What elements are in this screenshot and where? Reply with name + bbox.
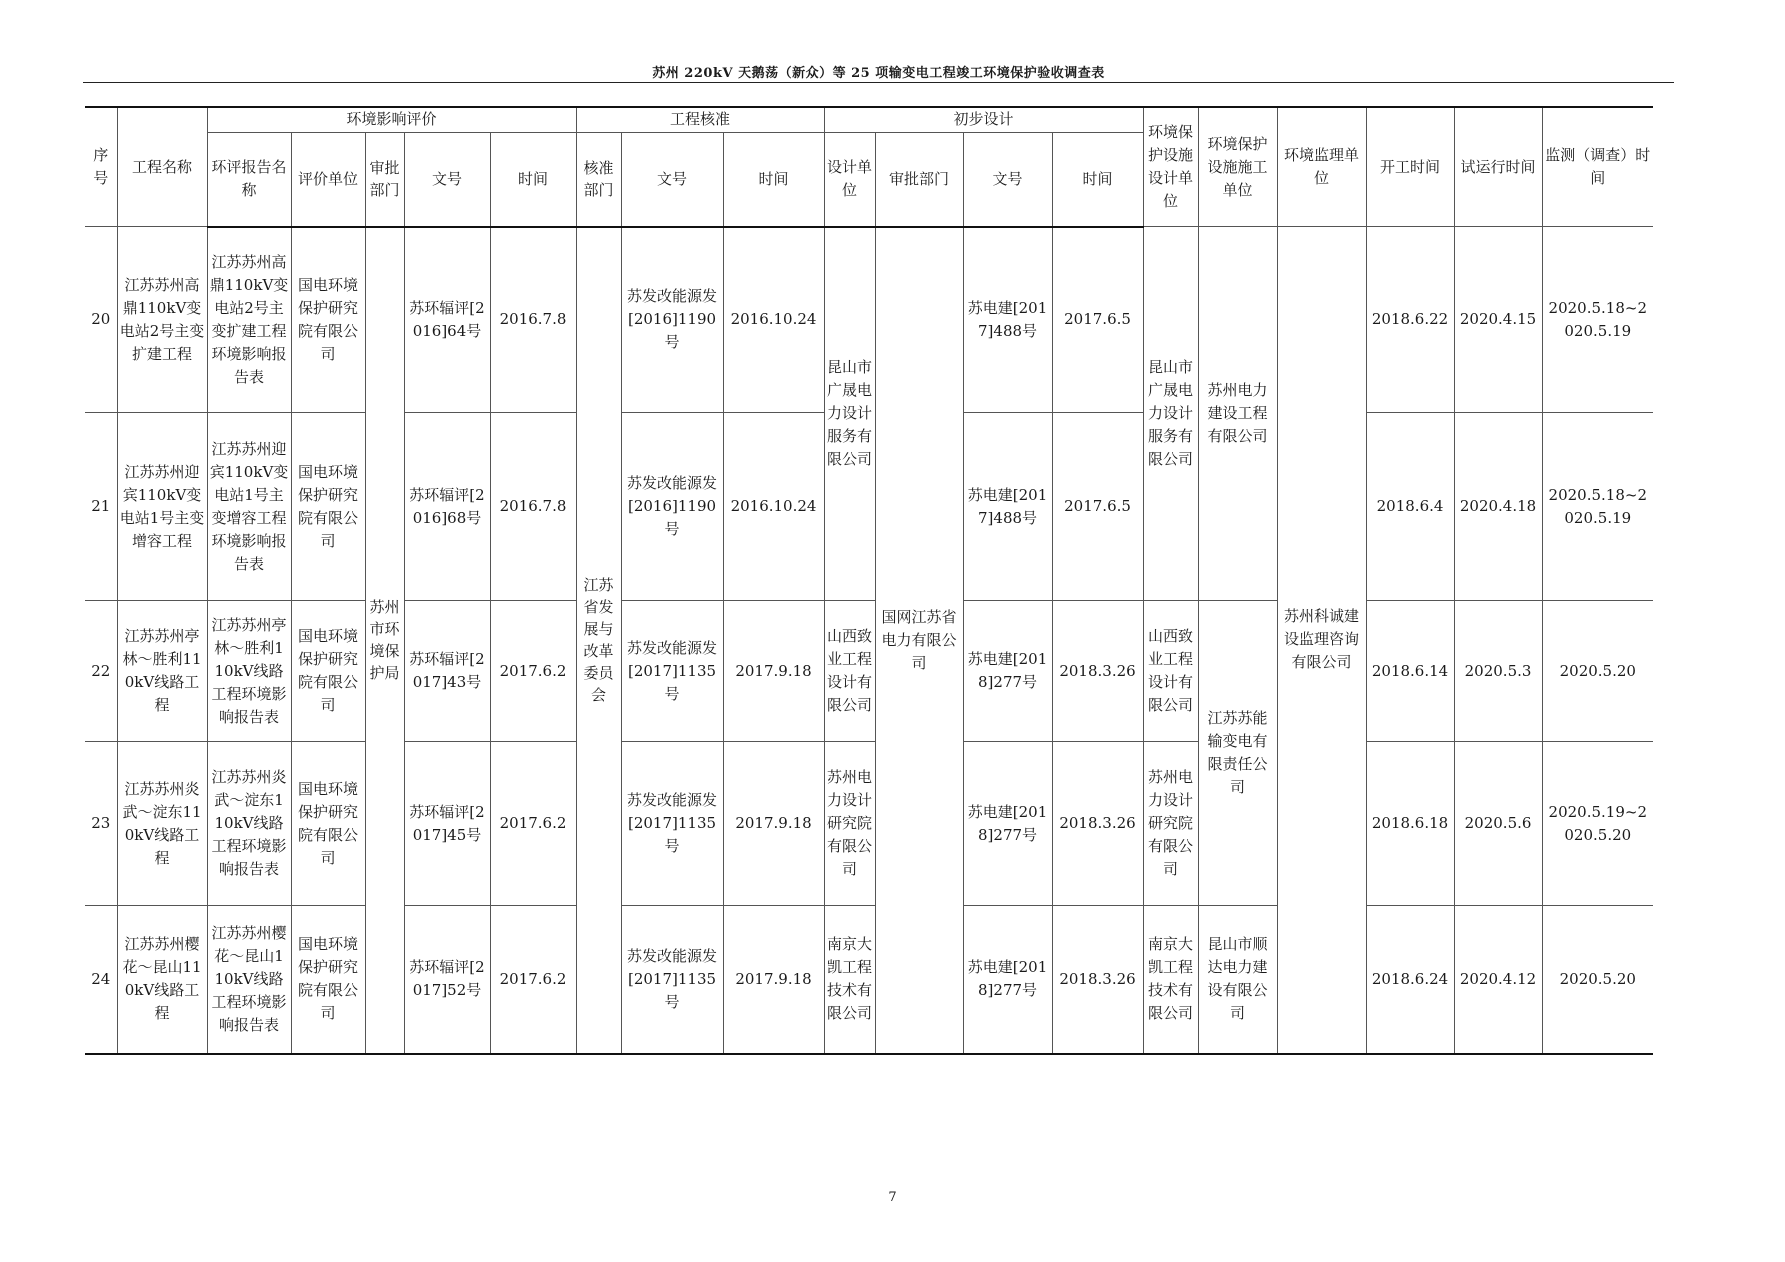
table-row — [85, 227, 1653, 413]
acceptance-survey-table — [85, 106, 1653, 1055]
cell-design-doc: 苏电建[2017]488号 — [963, 413, 1052, 601]
header-eia-doc: 文号 — [404, 132, 490, 227]
cell-eia-doc: 苏环辐评[2017]45号 — [404, 742, 490, 906]
cell-env-build-unit-merged: 苏州电力建设工程有限公司 — [1198, 227, 1277, 601]
cell-eia-doc: 苏环辐评[2016]68号 — [404, 413, 490, 601]
cell-design-doc: 苏电建[2017]488号 — [963, 227, 1052, 413]
cell-env-design-unit: 山西致业工程设计有限公司 — [1143, 601, 1198, 742]
cell-design-dept-merged: 国网江苏省电力有限公司 — [875, 227, 963, 1054]
cell-eia-time: 2017.6.2 — [490, 601, 576, 742]
header-group-design: 初步设计 — [824, 107, 1143, 132]
cell-design-time: 2018.3.26 — [1052, 601, 1143, 742]
cell-approval-time: 2016.10.24 — [723, 227, 824, 413]
cell-eia-report: 江苏苏州迎宾110kV变电站1号主变增容工程环境影响报告表 — [207, 413, 291, 601]
header-start-time: 开工时间 — [1366, 107, 1454, 227]
cell-eia-doc: 苏环辐评[2016]64号 — [404, 227, 490, 413]
cell-approval-doc: 苏发改能源发[2017]1135号 — [621, 742, 723, 906]
cell-eia-unit: 国电环境保护研究院有限公司 — [291, 601, 365, 742]
cell-approval-doc: 苏发改能源发[2016]1190号 — [621, 413, 723, 601]
cell-approval-time: 2017.9.18 — [723, 601, 824, 742]
cell-env-build-unit: 昆山市顺达电力建设有限公司 — [1198, 906, 1277, 1054]
cell-eia-unit: 国电环境保护研究院有限公司 — [291, 742, 365, 906]
cell-project-name: 江苏苏州迎宾110kV变电站1号主变增容工程 — [117, 413, 207, 601]
cell-trial-time: 2020.4.15 — [1454, 227, 1542, 413]
header-design-doc: 文号 — [963, 132, 1052, 227]
cell-seq: 22 — [85, 601, 117, 742]
cell-env-design-unit: 南京大凯工程技术有限公司 — [1143, 906, 1198, 1054]
cell-eia-time: 2016.7.8 — [490, 227, 576, 413]
cell-monitor-time: 2020.5.20 — [1542, 906, 1653, 1054]
cell-seq: 20 — [85, 227, 117, 413]
header-eia-dept: 审批部门 — [365, 132, 404, 227]
cell-seq: 21 — [85, 413, 117, 601]
cell-trial-time: 2020.5.3 — [1454, 601, 1542, 742]
cell-design-doc: 苏电建[2018]277号 — [963, 742, 1052, 906]
cell-approval-time: 2017.9.18 — [723, 906, 824, 1054]
cell-eia-report: 江苏苏州樱花～昆山110kV线路工程环境影响报告表 — [207, 906, 291, 1054]
cell-approval-time: 2016.10.24 — [723, 413, 824, 601]
header-eia-unit: 评价单位 — [291, 132, 365, 227]
cell-start-time: 2018.6.4 — [1366, 413, 1454, 601]
cell-design-doc: 苏电建[2018]277号 — [963, 601, 1052, 742]
acceptance-survey-table-container — [85, 106, 1651, 1055]
header-env-design-unit: 环境保护设施设计单位 — [1143, 107, 1198, 227]
cell-design-time: 2018.3.26 — [1052, 906, 1143, 1054]
header-group-approval: 工程核准 — [576, 107, 824, 132]
cell-design-unit-merged: 昆山市广晟电力设计服务有限公司 — [824, 227, 875, 601]
cell-eia-report: 江苏苏州高鼎110kV变电站2号主变扩建工程环境影响报告表 — [207, 227, 291, 413]
header-approval-time: 时间 — [723, 132, 824, 227]
cell-seq: 23 — [85, 742, 117, 906]
cell-project-name: 江苏苏州亭林～胜利110kV线路工程 — [117, 601, 207, 742]
cell-env-build-unit-merged: 江苏苏能输变电有限责任公司 — [1198, 601, 1277, 906]
document-title: 苏州 220kV 天鹅荡（新众）等 25 项输变电工程竣工环境保护验收调查表 — [652, 66, 1105, 81]
table-row — [85, 601, 1653, 742]
cell-design-unit: 苏州电力设计研究院有限公司 — [824, 742, 875, 906]
header-project-name: 工程名称 — [117, 107, 207, 227]
cell-monitor-time: 2020.5.19~2020.5.20 — [1542, 742, 1653, 906]
cell-start-time: 2018.6.24 — [1366, 906, 1454, 1054]
cell-eia-unit: 国电环境保护研究院有限公司 — [291, 227, 365, 413]
cell-eia-doc: 苏环辐评[2017]52号 — [404, 906, 490, 1054]
cell-design-unit: 南京大凯工程技术有限公司 — [824, 906, 875, 1054]
cell-trial-time: 2020.4.18 — [1454, 413, 1542, 601]
cell-trial-time: 2020.5.6 — [1454, 742, 1542, 906]
cell-eia-dept-merged: 苏州市环境保护局 — [365, 227, 404, 1054]
cell-eia-time: 2017.6.2 — [490, 906, 576, 1054]
cell-monitor-time: 2020.5.20 — [1542, 601, 1653, 742]
header-design-dept: 审批部门 — [875, 132, 963, 227]
cell-project-name: 江苏苏州炎武～淀东110kV线路工程 — [117, 742, 207, 906]
cell-start-time: 2018.6.18 — [1366, 742, 1454, 906]
header-env-build-unit: 环境保护设施施工单位 — [1198, 107, 1277, 227]
page-number: 7 — [888, 1190, 897, 1205]
cell-env-supervisor-merged: 苏州科诚建设监理咨询有限公司 — [1277, 227, 1366, 1054]
cell-start-time: 2018.6.22 — [1366, 227, 1454, 413]
header-approval-dept: 核准部门 — [576, 132, 621, 227]
cell-eia-time: 2016.7.8 — [490, 413, 576, 601]
cell-seq: 24 — [85, 906, 117, 1054]
cell-approval-doc: 苏发改能源发[2017]1135号 — [621, 906, 723, 1054]
cell-design-time: 2018.3.26 — [1052, 742, 1143, 906]
cell-eia-time: 2017.6.2 — [490, 742, 576, 906]
header-env-supervisor: 环境监理单位 — [1277, 107, 1366, 227]
cell-design-time: 2017.6.5 — [1052, 413, 1143, 601]
cell-design-time: 2017.6.5 — [1052, 227, 1143, 413]
cell-eia-report: 江苏苏州亭林～胜利110kV线路工程环境影响报告表 — [207, 601, 291, 742]
cell-env-design-unit-merged: 昆山市广晟电力设计服务有限公司 — [1143, 227, 1198, 601]
header-seq: 序号 — [85, 107, 117, 227]
cell-approval-time: 2017.9.18 — [723, 742, 824, 906]
header-trial-time: 试运行时间 — [1454, 107, 1542, 227]
cell-approval-doc: 苏发改能源发[2017]1135号 — [621, 601, 723, 742]
cell-project-name: 江苏苏州樱花～昆山110kV线路工程 — [117, 906, 207, 1054]
cell-monitor-time: 2020.5.18~2020.5.19 — [1542, 413, 1653, 601]
table-row — [85, 906, 1653, 1054]
cell-approval-doc: 苏发改能源发[2016]1190号 — [621, 227, 723, 413]
header-approval-doc: 文号 — [621, 132, 723, 227]
cell-trial-time: 2020.4.12 — [1454, 906, 1542, 1054]
cell-eia-unit: 国电环境保护研究院有限公司 — [291, 413, 365, 601]
header-design-time: 时间 — [1052, 132, 1143, 227]
cell-design-unit: 山西致业工程设计有限公司 — [824, 601, 875, 742]
header-eia-report: 环评报告名称 — [207, 132, 291, 227]
cell-project-name: 江苏苏州高鼎110kV变电站2号主变扩建工程 — [117, 227, 207, 413]
cell-eia-doc: 苏环辐评[2017]43号 — [404, 601, 490, 742]
cell-eia-report: 江苏苏州炎武～淀东110kV线路工程环境影响报告表 — [207, 742, 291, 906]
header-group-eia: 环境影响评价 — [207, 107, 576, 132]
header-group-row — [85, 107, 1653, 132]
header-monitor-time: 监测（调查）时间 — [1542, 107, 1653, 227]
cell-env-design-unit: 苏州电力设计研究院有限公司 — [1143, 742, 1198, 906]
title-divider — [83, 82, 1674, 83]
cell-eia-unit: 国电环境保护研究院有限公司 — [291, 906, 365, 1054]
header-eia-time: 时间 — [490, 132, 576, 227]
header-design-unit: 设计单位 — [824, 132, 875, 227]
cell-design-doc: 苏电建[2018]277号 — [963, 906, 1052, 1054]
cell-approval-dept-merged: 江苏省发展与改革委员会 — [576, 227, 621, 1054]
table-row — [85, 742, 1653, 906]
cell-monitor-time: 2020.5.18~2020.5.19 — [1542, 227, 1653, 413]
cell-start-time: 2018.6.14 — [1366, 601, 1454, 742]
